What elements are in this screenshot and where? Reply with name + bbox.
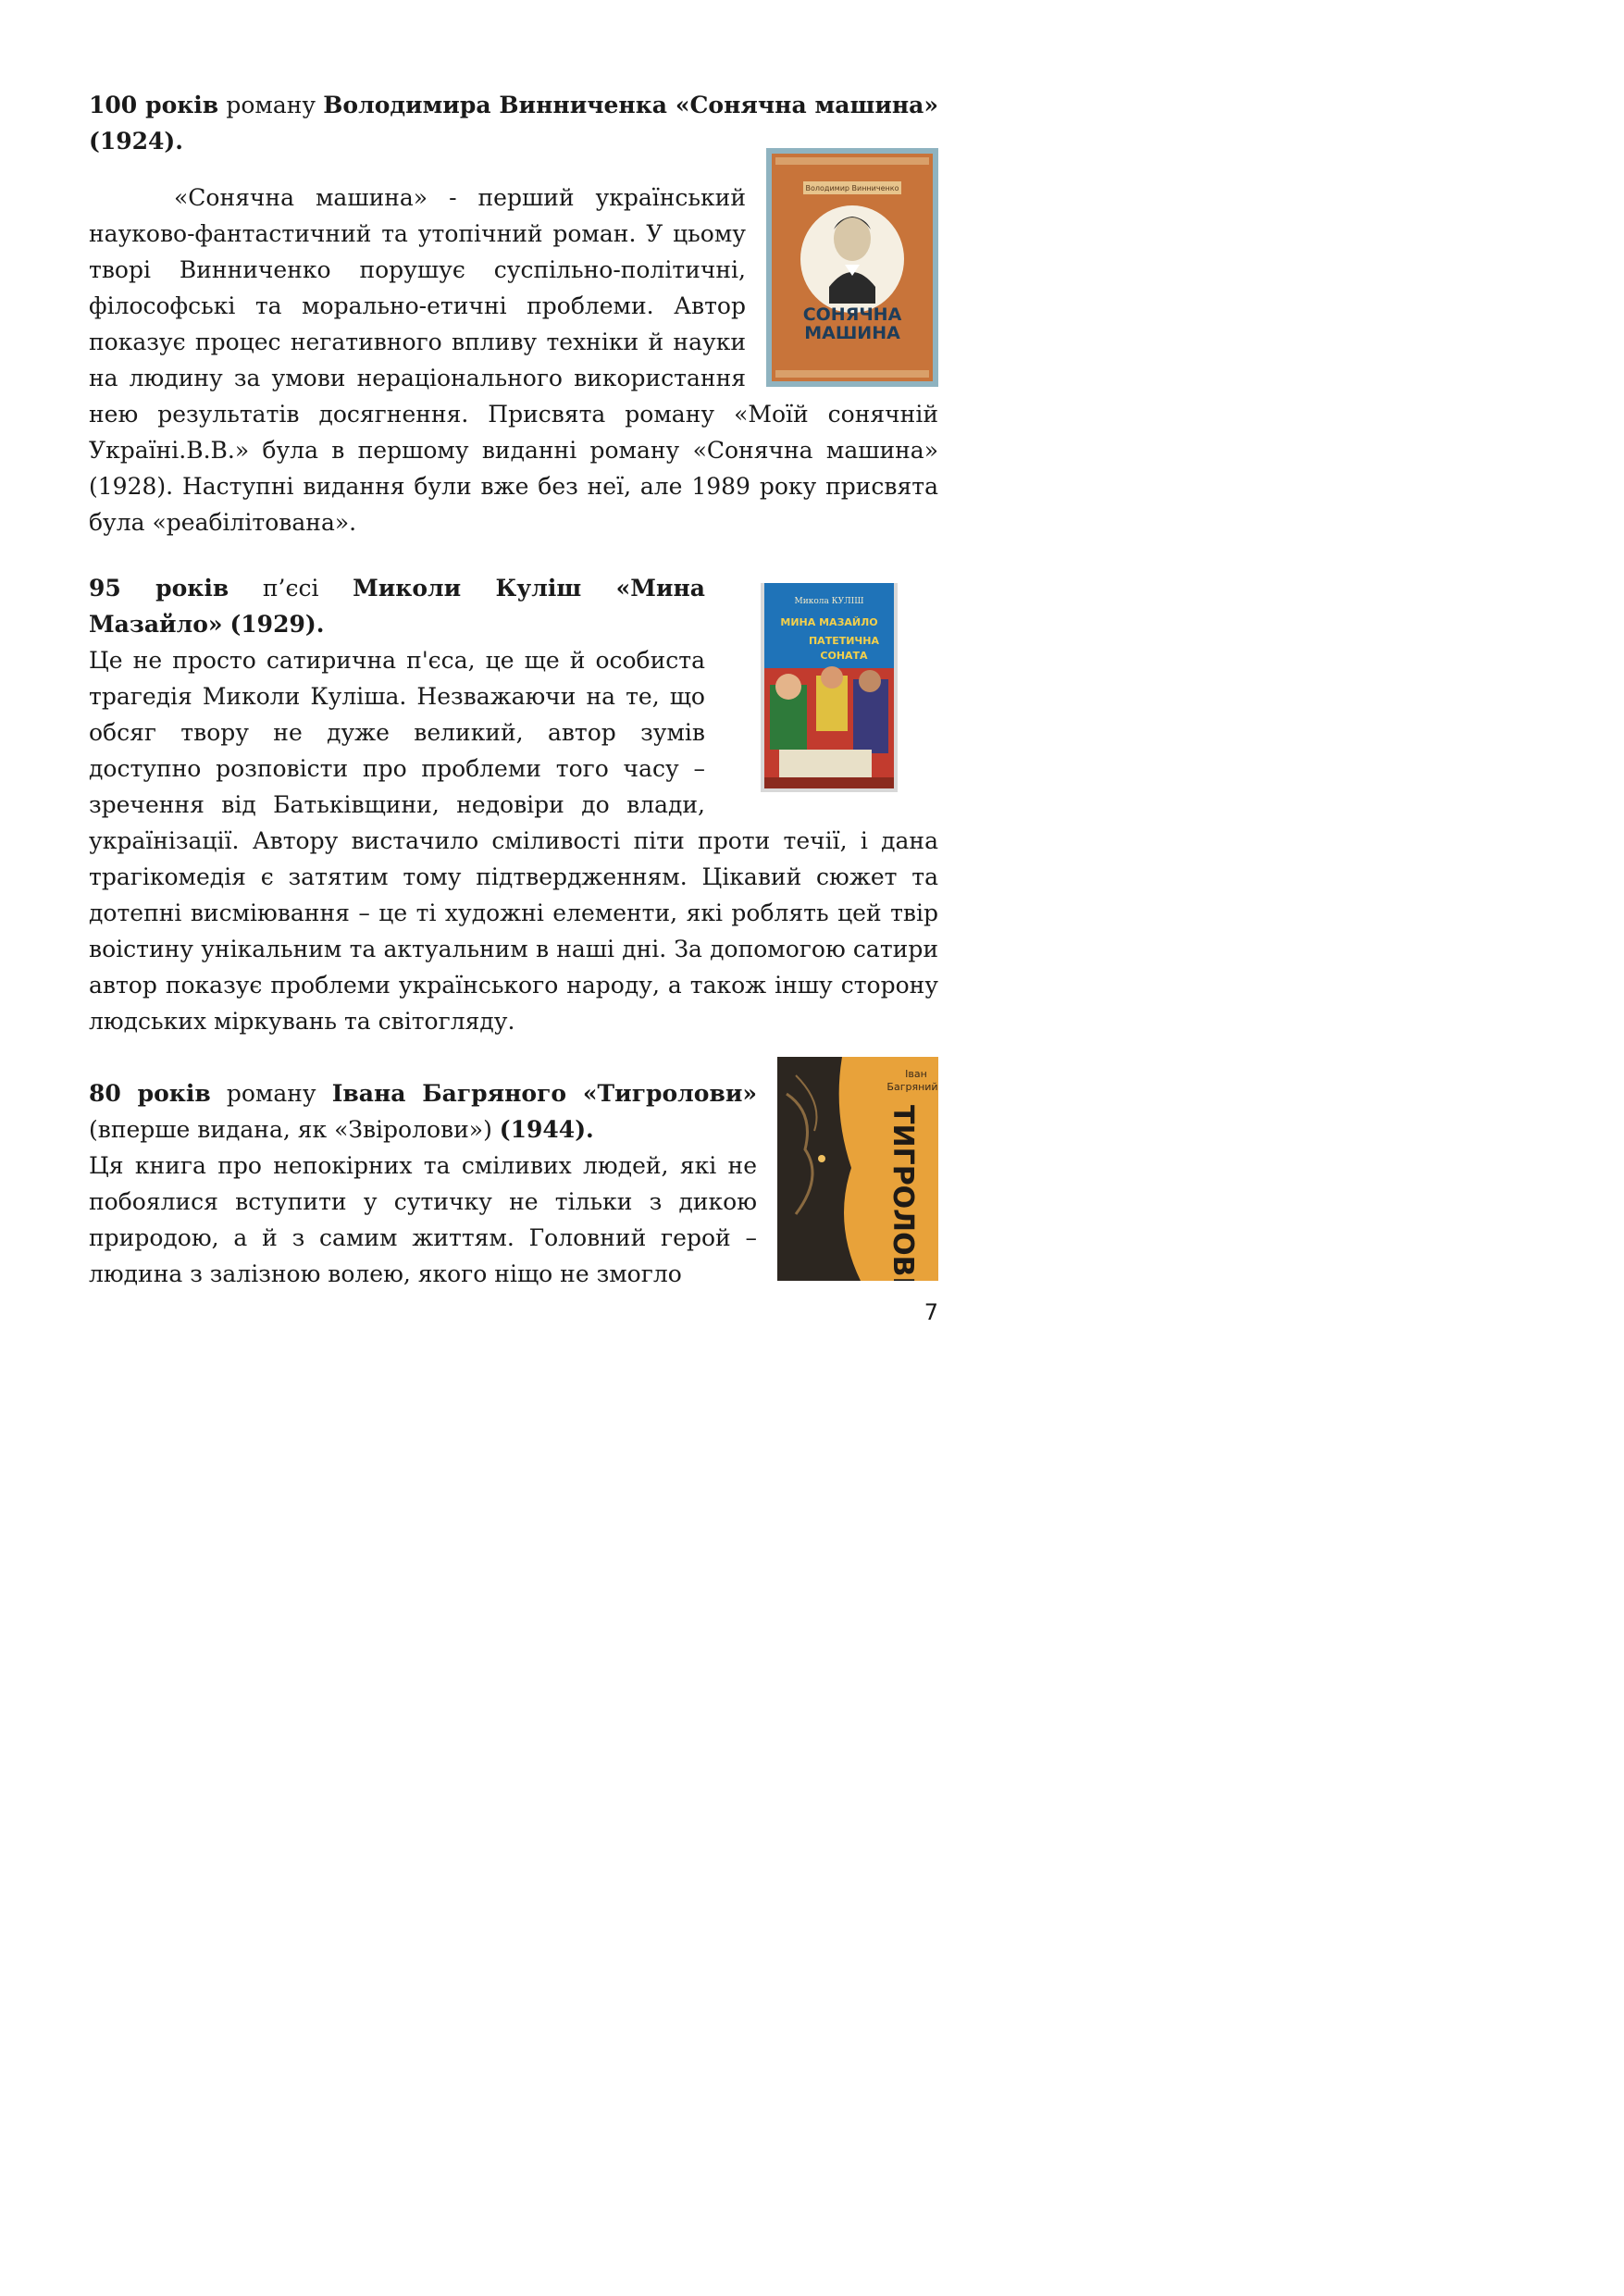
book-cover-myna-mazailo — [761, 583, 898, 792]
work-kind: роману — [226, 92, 316, 118]
cover-title: ТИГРОЛОВИ — [886, 1105, 919, 1281]
page-number: 7 — [924, 1299, 938, 1325]
publication-year: (1929). — [229, 611, 325, 638]
book-cover-solar-machine — [766, 148, 938, 387]
cover-author-line1: Іван — [905, 1068, 927, 1080]
paragraph-text: Ця книга про непокірних та сміливих людей, які не побоялися вступити у сутичку не тільки з дикою природою, а й з самим життям. Головний герой – людина з залізною волею, якого ніщо не змогло — [89, 1152, 757, 1287]
work-kind: п’єсі — [262, 575, 319, 602]
paragraph-text: «Сонячна машина» - перший український науково-фантастичний та утопічний роман. У цьому творі Винниченко порушує суспільно-політичні, філософські та морально-етичні проблеми. Автор показує процес негативного впливу техніки й науки на людину за умови нераціонального використання нею результатів досягнення. Присвята роману «Моїй сонячній Україні.В.В.» була в першому виданні роману «Сонячна машина» (1928). Наступні видання були вже без неї, але 1989 року присвята була «реабілітована». — [89, 184, 938, 536]
section-tyhrolovy — [89, 1068, 938, 1292]
section-solar-machine — [89, 87, 938, 540]
cover-author-line2: Багряний — [886, 1081, 938, 1093]
anniversary-years: 80 років — [89, 1080, 211, 1107]
cover-title-line1: СОНЯЧНА — [802, 304, 902, 325]
cover-author: Микола КУЛІШ — [794, 597, 864, 606]
publication-note: (вперше видана, як «Звіролови») — [89, 1116, 492, 1143]
anniversary-years: 95 років — [89, 575, 229, 602]
author-title: Миколи Куліш «Мина Мазайло» — [89, 575, 705, 638]
section-myna-mazailo — [89, 570, 938, 1039]
publication-year: (1944). — [499, 1116, 594, 1143]
author-title: Івана Багряного «Тигролови» — [331, 1080, 758, 1107]
document-page — [0, 0, 1018, 1437]
author-title: Володимира Винниченка «Сонячна машина» — [323, 92, 939, 118]
cover-illustration — [766, 148, 938, 387]
cover-illustration — [777, 1057, 938, 1281]
cover-author: Володимир Винниченко — [805, 184, 899, 192]
cover-title-line3: СОНАТА — [820, 650, 868, 662]
cover-title-line2: ПАТЕТИЧНА — [808, 635, 880, 647]
cover-title-line2: МАШИНА — [804, 323, 900, 343]
anniversary-years: 100 років — [89, 92, 219, 118]
work-kind: роману — [226, 1080, 316, 1107]
publication-year: (1924). — [89, 128, 183, 155]
cover-title-line1: МИНА МАЗАЙЛО — [780, 616, 878, 628]
cover-illustration — [761, 583, 898, 792]
book-cover-tyhrolovy — [777, 1057, 938, 1281]
paragraph-text: Це не просто сатирична п'єса, це ще й особиста трагедія Миколи Куліша. Незважаючи на те, що обсяг твору не дуже великий, автор зумів доступно розповісти про проблеми того часу – зречення від Батьківщини, недовіри до влади, українізації. Автору вистачило сміливості піти проти течії, і дана трагікомедія є затятим тому підтвердженням. Цікавий сюжет та дотепні висміювання – це ті художні елементи, які роблять цей твір воістину унікальним та актуальним в наші дні. За допомогою сатири автор показує проблеми українського народу, а також іншу сторону людських міркувань та світогляду. — [89, 647, 938, 1035]
